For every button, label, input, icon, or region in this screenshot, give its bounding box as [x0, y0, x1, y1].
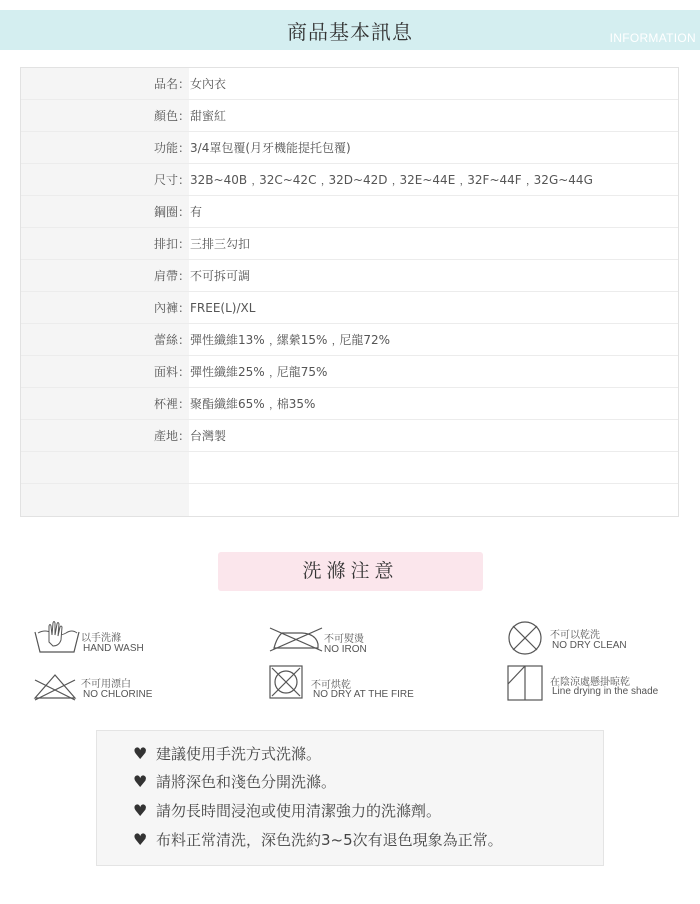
care-label-zh: 不可烘乾 [311, 680, 351, 691]
spec-row-empty [21, 484, 678, 516]
spec-row-name [21, 68, 678, 100]
spec-row-lace [21, 324, 678, 356]
heart-icon: ♥ [133, 744, 148, 763]
wash-note-text: 布料正常清洗，深色洗約3~5次有退色現象為正常。 [156, 831, 503, 849]
spec-label: 鋼圈 ： [154, 205, 190, 219]
spec-label: 品名 ： [154, 77, 190, 91]
spec-label: 產地 ： [154, 429, 190, 443]
spec-label: 面料 ： [154, 365, 190, 379]
spec-label: 杯裡 ： [154, 397, 190, 411]
wash-note-text: 請勿長時間浸泡或使用清潔強力的洗滌劑。 [156, 802, 442, 820]
wash-note [133, 800, 441, 821]
care-label-zh: 以手洗滌 [81, 633, 121, 644]
spec-value: FREE(L)/XL [190, 301, 256, 315]
spec-label: 尺寸 ： [154, 173, 190, 187]
spec-row-cup-lining [21, 388, 678, 420]
section-subtitle: INFORMATION [609, 31, 696, 45]
spec-value: 彈性纖維13%﹐縲縈15%﹐尼龍72% [190, 333, 391, 347]
heart-icon: ♥ [133, 830, 148, 849]
info-header-bar [0, 10, 700, 50]
care-label-en: NO DRY AT THE FIRE [313, 689, 414, 700]
wash-title: 洗滌注意 [218, 552, 483, 591]
spec-value: 不可拆可調 [190, 269, 251, 283]
spec-value: 32B~40B﹐32C~42C﹐32D~42D﹐32E~44E﹐32F~44F﹐32G~44G [190, 173, 593, 187]
no-iron-icon [268, 624, 324, 652]
spec-row-underwire [21, 196, 678, 228]
spec-row-fabric [21, 356, 678, 388]
hand-wash-icon [33, 620, 81, 656]
spec-label: 排扣 ： [154, 237, 190, 251]
care-label-en: Line drying in the shade [552, 686, 659, 697]
spec-table [20, 67, 679, 517]
line-dry-shade-icon [507, 664, 543, 702]
spec-row-function [21, 132, 678, 164]
care-hand-wash [33, 620, 233, 660]
no-dry-clean-icon [507, 620, 543, 656]
heart-icon: ♥ [133, 772, 148, 791]
wash-note [133, 771, 336, 792]
spec-label: 功能 ： [154, 141, 190, 155]
care-label-en: NO IRON [324, 644, 367, 655]
spec-row-origin [21, 420, 678, 452]
wash-note-text: 請將深色和淺色分開洗滌。 [156, 773, 337, 791]
care-label-zh: 在陰涼處懸掛晾乾 [550, 677, 630, 688]
spec-value: 聚酯纖維65%﹐棉35% [190, 397, 316, 411]
care-label-zh: 不可熨燙 [324, 634, 364, 645]
spec-value: 3/4罩包覆(月牙機能提托包覆) [190, 141, 351, 155]
care-no-iron [268, 624, 468, 664]
spec-row-color [21, 100, 678, 132]
care-label-en: NO CHLORINE [83, 689, 153, 700]
spec-value: 女內衣 [190, 77, 227, 91]
spec-label: 內褲 ： [154, 301, 190, 315]
spec-label: 蕾絲 ： [154, 333, 190, 347]
wash-note [133, 743, 321, 764]
spec-row-straps [21, 260, 678, 292]
spec-label: 顏色 ： [154, 109, 190, 123]
spec-row-size [21, 164, 678, 196]
care-label-zh: 不可以乾洗 [550, 630, 600, 641]
spec-label: 肩帶 ： [154, 269, 190, 283]
no-chlorine-icon [33, 670, 77, 702]
care-line-dry-shade [507, 664, 697, 704]
wash-note [133, 829, 503, 850]
section-title: 商品基本訊息 [287, 20, 413, 44]
wash-note-text: 建議使用手洗方式洗滌。 [156, 745, 322, 763]
care-no-chlorine [33, 670, 233, 704]
spec-value: 三排三勾扣 [190, 237, 251, 251]
care-label-zh: 不可用漂白 [81, 679, 131, 690]
care-label-en: HAND WASH [83, 643, 144, 654]
care-no-dry-clean [507, 620, 697, 660]
spec-value: 彈性纖維25%﹐尼龍75% [190, 365, 328, 379]
spec-value: 甜蜜紅 [190, 109, 227, 123]
spec-row-hooks [21, 228, 678, 260]
spec-row-empty [21, 452, 678, 484]
care-label-en: NO DRY CLEAN [552, 640, 627, 651]
wash-notes [96, 730, 604, 866]
no-tumble-dry-icon [268, 664, 304, 700]
spec-value: 台灣製 [190, 429, 227, 443]
spec-row-panties [21, 292, 678, 324]
care-no-tumble-dry [268, 664, 468, 704]
heart-icon: ♥ [133, 801, 148, 820]
spec-value: 有 [190, 205, 203, 219]
